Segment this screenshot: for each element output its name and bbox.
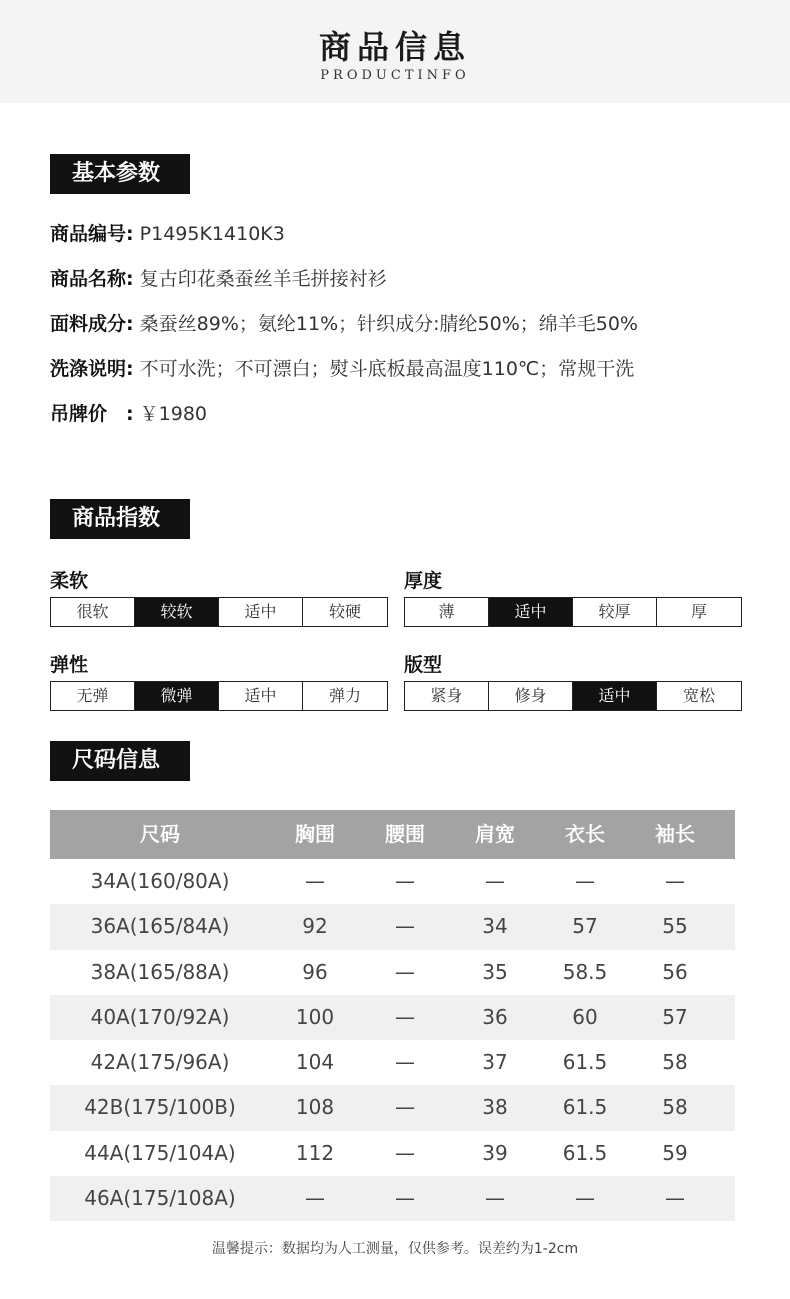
table-cell: 56 — [662, 959, 688, 984]
page-title: 商品信息 — [318, 28, 471, 66]
table-cell: 61.5 — [562, 1050, 608, 1075]
index-option: 较硬 — [303, 598, 387, 626]
table-cell: 42A(175/96A) — [90, 1050, 230, 1075]
index-option: 薄 — [405, 598, 489, 626]
table-row — [50, 995, 735, 1040]
table-cell: 112 — [295, 1140, 335, 1165]
table-cell: — — [485, 1186, 505, 1211]
header-length: 衣长 — [565, 822, 605, 846]
table-cell: 59 — [662, 1140, 688, 1165]
index-group-fit — [404, 681, 742, 711]
table-cell: 46A(175/108A) — [84, 1186, 236, 1211]
index-option: 紧身 — [405, 682, 489, 710]
table-cell: 44A(175/104A) — [84, 1140, 236, 1165]
table-row — [50, 1176, 735, 1221]
table-cell: 36A(165/84A) — [90, 914, 230, 939]
index-option: 无弹 — [51, 682, 135, 710]
table-cell: 104 — [295, 1050, 335, 1075]
table-row — [50, 1085, 735, 1130]
size-table-body — [50, 859, 735, 1221]
table-cell: — — [395, 959, 415, 984]
param-row-material — [50, 309, 638, 339]
size-table — [50, 810, 735, 1221]
header-waist: 腰围 — [385, 822, 425, 846]
table-cell: 100 — [295, 1004, 335, 1029]
table-row — [50, 1040, 735, 1085]
table-cell: — — [485, 869, 505, 893]
table-cell: — — [395, 1050, 415, 1075]
param-label: 商品名称: — [50, 268, 134, 290]
param-value: 桑蚕丝89%；氨纶11%；针织成分:腈纶50%；绵羊毛50% — [139, 313, 638, 335]
table-cell: — — [305, 869, 325, 893]
table-cell: 38 — [482, 1095, 508, 1120]
index-title-elasticity: 弹性 — [50, 654, 89, 676]
index-option: 很软 — [51, 598, 135, 626]
page-subtitle: PRODUCTINFO — [320, 68, 470, 83]
product-index-tag: 商品指数 — [50, 499, 190, 539]
table-row — [50, 859, 735, 904]
table-cell: 60 — [572, 1004, 598, 1029]
table-cell: 34A(160/80A) — [90, 869, 230, 893]
param-row-price — [50, 399, 207, 429]
index-group-softness — [50, 597, 388, 627]
table-cell: 58 — [662, 1050, 688, 1075]
index-option: 修身 — [489, 682, 573, 710]
table-cell: 61.5 — [562, 1095, 608, 1120]
table-row — [50, 1131, 735, 1176]
table-cell: — — [665, 869, 685, 893]
header-shoulder: 肩宽 — [475, 822, 515, 846]
param-label: 洗涤说明: — [50, 358, 134, 380]
index-option: 宽松 — [657, 682, 741, 710]
size-info-tag: 尺码信息 — [50, 741, 190, 781]
header-sleeve: 袖长 — [655, 822, 695, 846]
param-label: 面料成分: — [50, 313, 134, 335]
table-cell: 36 — [482, 1004, 508, 1029]
table-row — [50, 950, 735, 995]
param-value: 复古印花桑蚕丝羊毛拼接衬衫 — [139, 268, 387, 290]
table-cell: 35 — [482, 959, 508, 984]
index-title-thickness: 厚度 — [404, 570, 443, 592]
table-cell: 58 — [662, 1095, 688, 1120]
table-cell: — — [395, 1004, 415, 1029]
param-row-care — [50, 354, 634, 384]
index-group-elasticity — [50, 681, 388, 711]
index-option: 弹力 — [303, 682, 387, 710]
param-label: 商品编号: — [50, 223, 134, 245]
table-row — [50, 904, 735, 949]
table-cell: 39 — [482, 1140, 508, 1165]
table-cell: — — [575, 869, 595, 893]
param-value: ￥1980 — [139, 403, 208, 425]
index-title-fit: 版型 — [404, 654, 443, 676]
table-cell: 55 — [662, 914, 688, 939]
table-cell: 42B(175/100B) — [84, 1095, 236, 1120]
basic-params-tag: 基本参数 — [50, 154, 190, 194]
table-cell: 57 — [662, 1004, 688, 1029]
param-value: P1495K1410K3 — [139, 223, 285, 245]
page-header — [0, 0, 790, 103]
table-cell: 96 — [302, 959, 328, 984]
table-cell: 34 — [482, 914, 508, 939]
table-cell: 40A(170/92A) — [90, 1004, 230, 1029]
index-option: 适中 — [219, 598, 303, 626]
index-option-selected: 适中 — [573, 682, 657, 710]
table-cell: — — [665, 1186, 685, 1211]
table-cell: 61.5 — [562, 1140, 608, 1165]
measurement-note: 温馨提示：数据均为人工测量，仅供参考。误差约为1-2cm — [211, 1241, 579, 1257]
table-cell: — — [395, 1186, 415, 1211]
header-chest: 胸围 — [295, 822, 335, 846]
table-cell: — — [395, 869, 415, 893]
index-option-selected: 微弹 — [135, 682, 219, 710]
index-option-selected: 较软 — [135, 598, 219, 626]
table-cell: — — [395, 1095, 415, 1120]
table-cell: 57 — [572, 914, 598, 939]
table-cell: 37 — [482, 1050, 508, 1075]
table-cell: — — [395, 914, 415, 939]
size-table-header — [50, 810, 735, 859]
index-group-thickness — [404, 597, 742, 627]
index-option: 厚 — [657, 598, 741, 626]
param-row-code — [50, 219, 285, 249]
param-value: 不可水洗；不可漂白；熨斗底板最高温度110℃；常规干洗 — [139, 358, 635, 380]
index-option-selected: 适中 — [489, 598, 573, 626]
table-cell: — — [395, 1140, 415, 1165]
table-cell: — — [305, 1186, 325, 1211]
param-row-name — [50, 264, 387, 294]
table-cell: 92 — [302, 914, 328, 939]
index-title-softness: 柔软 — [50, 570, 89, 592]
table-cell: 108 — [295, 1095, 335, 1120]
table-cell: 58.5 — [562, 959, 608, 984]
table-cell: 38A(165/88A) — [90, 959, 230, 984]
param-label: 吊牌价 : — [50, 403, 134, 425]
table-cell: — — [575, 1186, 595, 1211]
index-option: 较厚 — [573, 598, 657, 626]
index-option: 适中 — [219, 682, 303, 710]
header-size: 尺码 — [140, 822, 180, 846]
